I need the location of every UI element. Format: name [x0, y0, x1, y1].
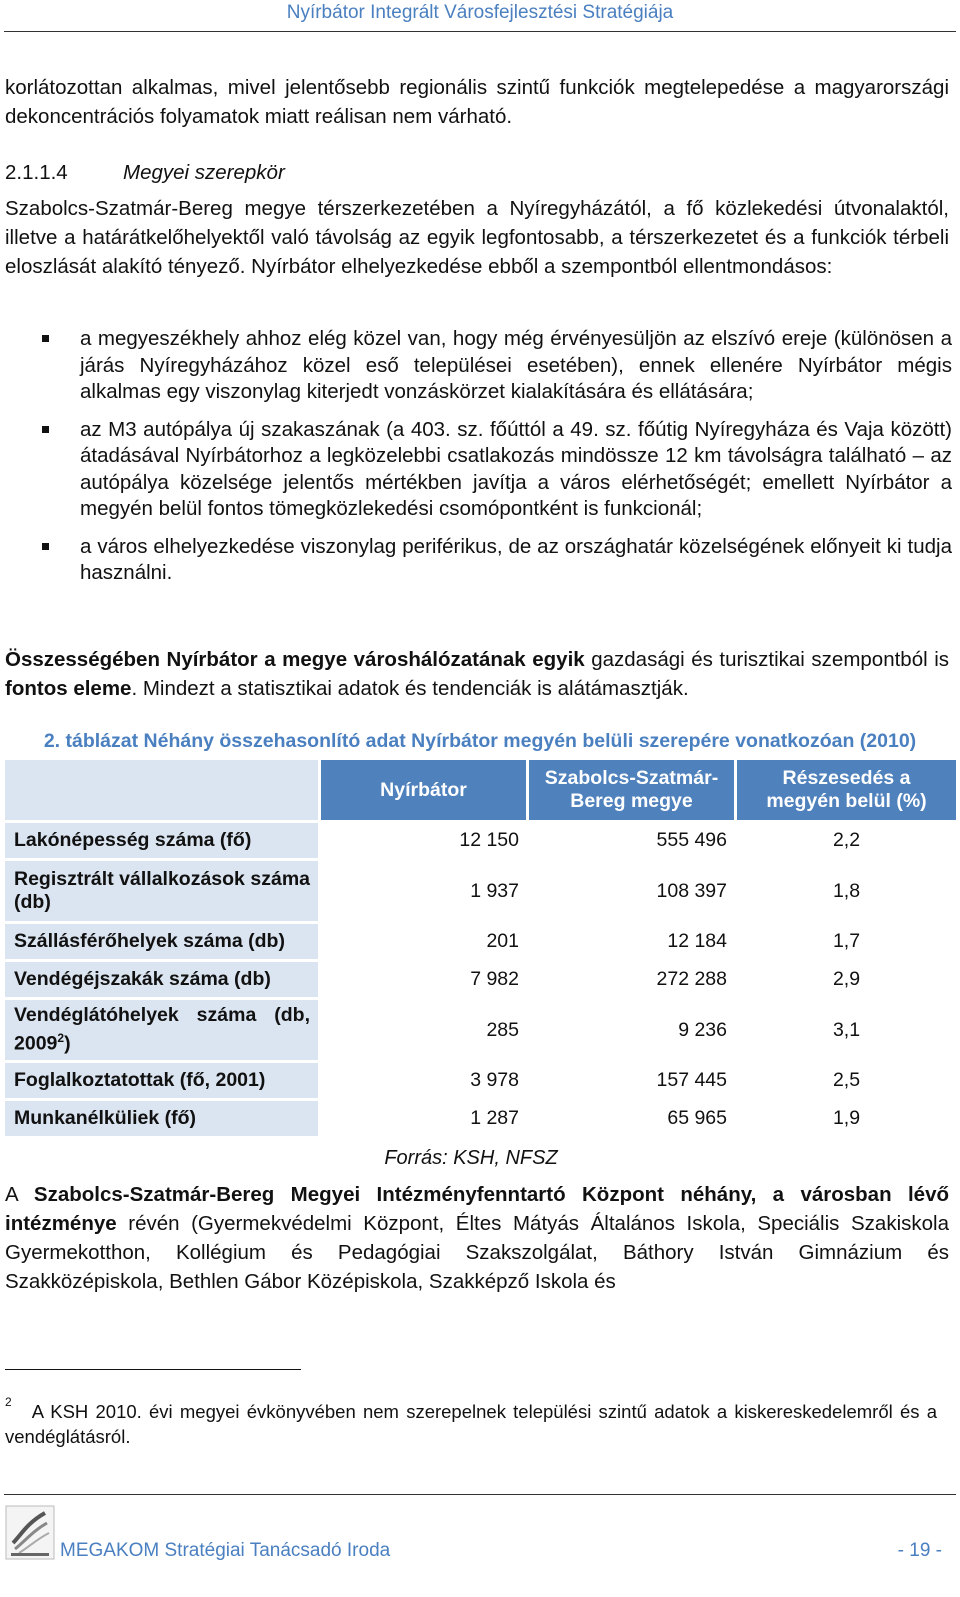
page-number: - 19 - [897, 1540, 942, 1561]
table-caption: 2. táblázat Néhány összehasonlító adat Nyírbátor megyén belüli szerepére vonatkozóan (2010) [43, 730, 917, 752]
bullet-list [40, 326, 952, 598]
cell-county: 157 445 [529, 1063, 737, 1101]
cell-nyirbator: 285 [321, 1000, 529, 1063]
cell-nyirbator: 12 150 [321, 823, 529, 861]
table-row [5, 861, 956, 924]
table-header-share: Részesedés a megyén belül (%) [737, 760, 956, 823]
summary-text: gazdasági és turisztikai szempontból is [584, 648, 949, 671]
footnote-text: A KSH 2010. évi megyei évkönyvében nem szerepelnek települési szintű adatok a kiskereskedelemről és a vendéglátásról. [5, 1401, 937, 1447]
table-header-nyirbator: Nyírbátor [321, 760, 529, 823]
cell-share: 1,7 [737, 924, 956, 962]
cell-nyirbator: 1 287 [321, 1101, 529, 1139]
summary-bold-lead: Összességében Nyírbátor a megye városhálózatának egyik [5, 648, 585, 671]
table-row [5, 823, 956, 861]
table-source: Forrás: KSH, NFSZ [384, 1147, 558, 1169]
table-row [5, 1101, 956, 1139]
table-header-row [5, 760, 956, 823]
row-label: Regisztrált vállalkozások száma (db) [5, 861, 321, 924]
cell-county: 12 184 [529, 924, 737, 962]
table-row [5, 924, 956, 962]
table-row [5, 1000, 956, 1063]
table-row [5, 1063, 956, 1101]
row-label: Szállásférőhelyek száma (db) [5, 924, 321, 962]
footnote-ref: 2 [57, 1031, 65, 1046]
cell-share: 2,2 [737, 823, 956, 861]
cell-county: 555 496 [529, 823, 737, 861]
bullet-square-icon [42, 426, 49, 433]
summary-bold-key: fontos eleme [5, 677, 132, 700]
table-header-county: Szabolcs-Szatmár-Bereg megye [529, 760, 737, 823]
cell-county: 272 288 [529, 962, 737, 1000]
footnote-marker: 2 [5, 1395, 12, 1409]
row-label: Munkanélküliek (fő) [5, 1101, 321, 1139]
cell-county: 9 236 [529, 1000, 737, 1063]
section-paragraph: Szabolcs-Szatmár-Bereg megye térszerkezetében a Nyíregyházától, a fő közlekedési útvonalaktól, illetve a határátkelőhelyektől való távolság az egyik legfontosabb, a térszerkezetet és a funkciók térbeli eloszlását alakító tényező. Nyírbátor elhelyezkedése ebből a szempontból ellentmondásos: [5, 197, 949, 278]
bullet-text: a város elhelyezkedése viszonylag periférikus, de az országhatár közelségének előnyeit ki tudja használni. [80, 534, 952, 584]
bullet-square-icon [42, 543, 49, 550]
table-row [5, 962, 956, 1000]
cell-nyirbator: 1 937 [321, 861, 529, 924]
list-item [40, 417, 952, 523]
row-label [5, 1000, 321, 1063]
list-item [40, 326, 952, 406]
closing-text-start: A [5, 1183, 34, 1206]
row-label: Vendégéjszakák száma (db) [5, 962, 321, 1000]
intro-paragraph: korlátozottan alkalmas, mivel jelentősebb regionális szintű funkciók megtelepedése a magyarországi dekoncentrációs folyamatok miatt reálisan nem várható. [5, 76, 949, 128]
bullet-text: a megyeszékhely ahhoz elég közel van, hogy még érvényesüljön az elszívó ereje (különösen a járás Nyíregyházához közel eső települései esetében), ennek ellenére Nyírbátor mégis alkalmas egy viszonylag kiterjedt vonzáskörzet kialakítására és ellátására; [80, 327, 952, 403]
cell-nyirbator: 7 982 [321, 962, 529, 1000]
cell-share: 2,9 [737, 962, 956, 1000]
closing-text: révén (Gyermekvédelmi Központ, Éltes Mátyás Általános Iskola, Speciális Szakiskola Gyermekotthon, Kollégium és Pedagógiai Szakszolgálat, Báthory István Gimnázium és Szakközépiskola, Bethlen Gábor Középiskola, Szakképző Iskola és [5, 1212, 949, 1293]
section-title: Megyei szerepkör [123, 161, 285, 184]
closing-bold: Szabolcs-Szatmár-Bereg Megyei Intézményfenntartó Központ néhány, a városban lévő intézménye [5, 1183, 949, 1235]
footnote-divider [5, 1369, 301, 1370]
section-number: 2.1.1.4 [5, 161, 68, 184]
bullet-text: az M3 autópálya új szakaszának (a 403. sz. főúttól a 49. sz. főútig Nyíregyháza és Vaja között) átadásával Nyírbátorhoz a legközelebbi csatlakozás mindössze 12 km távolságra található – az autópálya közelsége jelentős mértékben javítja a város elérhetőségét; emellett Nyírbátor a megyén belül fontos tömegközlekedési csomópontként is funkcionál; [80, 417, 952, 520]
closing-paragraph [5, 1180, 949, 1296]
summary-text-end: . Mindezt a statisztikai adatok és tendenciák is alátámasztják. [131, 677, 689, 700]
footer-organization: MEGAKOM Stratégiai Tanácsadó Iroda [60, 1540, 391, 1561]
footnote [5, 1390, 937, 1449]
cell-nyirbator: 201 [321, 924, 529, 962]
cell-county: 65 965 [529, 1101, 737, 1139]
header-divider [4, 31, 956, 32]
cell-share: 1,8 [737, 861, 956, 924]
row-label-text: Vendéglátóhelyek száma (db, 2009 [14, 1004, 310, 1055]
cell-share: 3,1 [737, 1000, 956, 1063]
cell-county: 108 397 [529, 861, 737, 924]
summary-paragraph [5, 645, 949, 703]
table-header-empty [5, 760, 321, 823]
footer-divider [4, 1494, 956, 1495]
cell-nyirbator: 3 978 [321, 1063, 529, 1101]
cell-share: 2,5 [737, 1063, 956, 1101]
comparison-table [5, 760, 956, 1139]
page-header-title: Nyírbátor Integrált Városfejlesztési Stratégiája [286, 2, 674, 23]
megakom-logo-icon [5, 1505, 55, 1560]
row-label-end: ) [64, 1032, 71, 1055]
list-item [40, 534, 952, 587]
row-label: Lakónépesség száma (fő) [5, 823, 321, 861]
bullet-square-icon [42, 335, 49, 342]
row-label: Foglalkoztatottak (fő, 2001) [5, 1063, 321, 1101]
section-heading [5, 158, 285, 187]
cell-share: 1,9 [737, 1101, 956, 1139]
